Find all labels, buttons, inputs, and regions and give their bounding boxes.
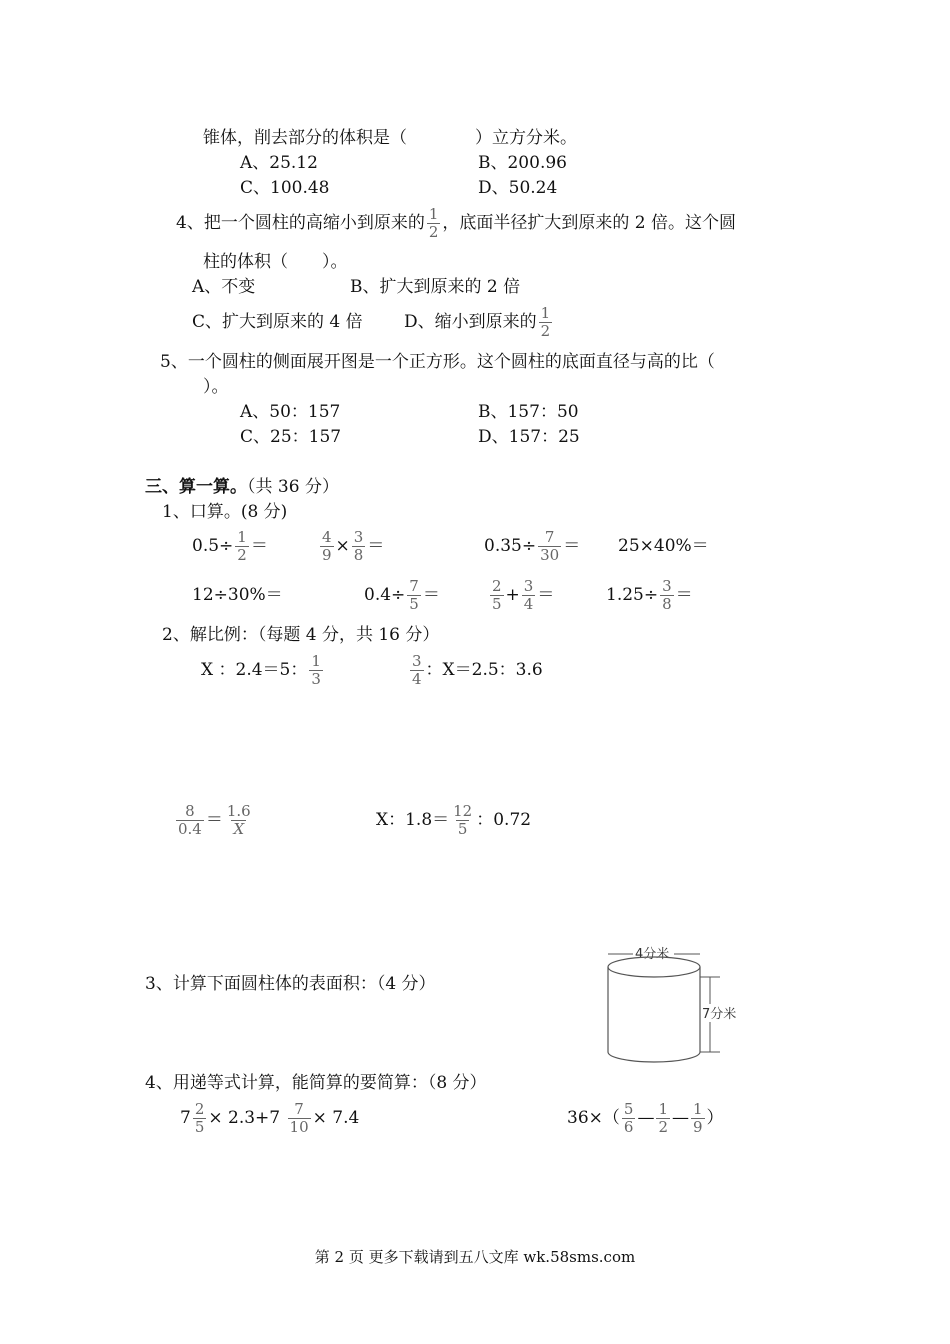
proportion-2-post: ：X＝2.5：3.6 [425,660,543,680]
oral-expr-1-pre: 0.5÷ [192,536,234,556]
oral-expr-8 [606,575,693,615]
oral-expr-7-den-2: 4 [523,595,534,613]
section3-heading [145,476,339,498]
simplify-expr-2-fraction-2 [656,1101,670,1136]
oral-expr-7-num-2: 3 [523,577,534,595]
q5-option-a: A、50：157 [240,402,341,422]
q4-frac-num: 1 [428,205,439,223]
oral-expr-1-num: 1 [237,528,247,546]
oral-expr-2-num-2: 3 [353,528,364,546]
q4-line1-pre: 4、把一个圆柱的高缩小到原来的 [176,213,425,233]
proportion-3-den-2: X [233,820,245,838]
proportion-1-num: 1 [311,652,321,670]
q3-option-b: B、200.96 [478,153,567,173]
proportion-4-fraction [451,803,474,838]
q4-option-d-den: 2 [540,322,551,340]
q3-continued-text: 锥体，削去部分的体积是（ ）立方分米。 [203,128,577,148]
oral-expr-7-eq: ＝ [537,585,555,605]
oral-expr-6-eq: ＝ [422,585,440,605]
oral-title: 1、口算。(8 分) [162,502,288,522]
simplify-expr-1-mid: × 2.3+7 [208,1108,281,1128]
oral-expr-2-fraction-2 [352,529,366,564]
simplify-expr-2-num-3: 1 [692,1100,703,1118]
proportion-1-fraction [309,653,323,688]
simplify-expr-2 [567,1098,724,1138]
q4-option-d-num: 1 [540,304,551,322]
oral-expr-8-num: 3 [662,577,672,595]
oral-expr-6-fraction [407,578,421,613]
oral-expr-3-num: 7 [544,528,555,546]
q4-line2: 柱的体积（ ）。 [203,252,348,272]
oral-expr-4: 25×40%＝ [618,536,709,556]
proportion-2-num: 3 [412,652,422,670]
oral-expr-1-eq: ＝ [250,536,268,556]
proportion-3-op: ＝ [205,810,223,830]
section3-score: （共 36 分） [247,477,339,497]
simplify-expr-1-num-1: 2 [194,1100,205,1118]
simplify-expr-2-fraction-1 [622,1101,636,1136]
oral-expr-3-den: 30 [540,546,560,564]
simplify-expr-2-pre: 36×（ [567,1108,620,1128]
oral-expr-5: 12÷30%＝ [192,585,283,605]
simplify-expr-2-den-1: 6 [623,1118,634,1136]
oral-expr-3 [484,526,580,566]
oral-expr-2-den-2: 8 [353,546,364,564]
oral-expr-7-op: + [505,585,520,605]
oral-expr-7-fraction-2 [522,578,536,613]
proportion-3-fraction-1 [176,803,204,838]
q3-option-c: C、100.48 [240,178,330,198]
oral-expr-6-pre: 0.4÷ [364,585,406,605]
q5-line2: ）。 [203,377,229,397]
q4-option-c: C、扩大到原来的 4 倍 [192,312,363,332]
q5-option-b: B、157：50 [478,402,579,422]
q5-line1: 5、一个圆柱的侧面展开图是一个正方形。这个圆柱的底面直径与高的比（ [160,352,715,372]
proportion-4-post: ：0.72 [476,810,532,830]
q4-option-a: A、不变 [192,277,256,297]
proportion-1 [201,650,325,690]
oral-expr-7 [488,575,554,615]
simplify-expr-2-den-3: 9 [692,1118,703,1136]
oral-expr-2-fraction-1 [320,529,334,564]
oral-expr-8-pre: 1.25÷ [606,585,659,605]
q4-option-d-fraction [539,305,553,340]
oral-expr-3-pre: 0.35÷ [484,536,537,556]
oral-expr-3-eq: ＝ [563,536,581,556]
q4-option-d-pre: D、缩小到原来的 [404,312,537,332]
cylinder-bottom-arc [608,1052,700,1062]
oral-expr-1 [192,526,268,566]
proportion-3-den-1: 0.4 [178,820,202,838]
simplify-expr-2-op-2: — [671,1108,689,1128]
oral-expr-3-fraction [538,529,561,564]
simplify-expr-1-post: × 7.4 [312,1108,360,1128]
cylinder-height-label: 7分米 [702,1007,737,1022]
proportion-4 [376,800,531,840]
simplify-expr-2-post: ） [706,1108,724,1128]
cylinder-diameter-label: 4分米 [635,947,670,962]
oral-expr-2-num-1: 4 [322,528,332,546]
oral-expr-2-den-1: 9 [322,546,332,564]
q4-line1 [176,202,736,244]
surface-title: 3、计算下面圆柱体的表面积：（4 分） [145,974,436,994]
simplify-expr-2-fraction-3 [691,1101,705,1136]
simplify-expr-1-fraction-1 [193,1101,207,1136]
proportion-2 [408,650,543,690]
proportion-2-fraction [410,653,424,688]
proportion-4-num: 12 [453,802,473,820]
simplify-expr-1-whole: 7 [180,1108,191,1128]
simplify-expr-2-num-2: 1 [658,1100,668,1118]
oral-expr-7-den-1: 5 [492,595,502,613]
oral-expr-2 [318,526,384,566]
simplify-expr-1-num-2: 7 [294,1100,304,1118]
q5-option-d: D、157：25 [478,427,580,447]
section3-title: 三、算一算。 [145,477,247,497]
simplify-expr-2-den-2: 2 [658,1118,668,1136]
oral-expr-8-fraction [660,578,674,613]
simplify-expr-2-op-1: — [637,1108,655,1128]
oral-expr-6-den: 5 [409,595,419,613]
simplify-expr-1-fraction-2 [288,1101,311,1136]
q4-fraction [427,206,441,241]
proportion-2-den: 4 [412,670,422,688]
oral-expr-6 [364,575,440,615]
simplify-expr-1-den-1: 5 [194,1118,205,1136]
oral-expr-2-op: × [335,536,350,556]
oral-expr-1-den: 2 [237,546,247,564]
proportion-1-den: 3 [311,670,321,688]
q4-option-b: B、扩大到原来的 2 倍 [350,277,521,297]
proportion-4-pre: X：1.8＝ [376,810,450,830]
oral-expr-1-fraction [235,529,249,564]
proportion-4-den: 5 [457,820,468,838]
q4-frac-den: 2 [428,223,439,241]
q5-option-c: C、25：157 [240,427,342,447]
oral-expr-7-num-1: 2 [492,577,502,595]
proportion-title: 2、解比例：（每题 4 分，共 16 分） [162,625,440,645]
proportion-3-num-2: 1.6 [226,802,251,820]
page-footer: 第 2 页 更多下载请到五八文库 wk.58sms.com [314,1248,636,1266]
simplify-expr-1-den-2: 10 [289,1118,309,1136]
proportion-3 [174,800,255,840]
proportion-3-fraction-2 [225,803,253,838]
q4-option-d [404,303,554,341]
oral-expr-8-eq: ＝ [675,585,693,605]
cylinder-diagram [598,940,758,1070]
proportion-1-pre: X ：2.4＝5： [201,660,308,680]
oral-expr-2-eq: ＝ [367,536,385,556]
q3-option-a: A、25.12 [240,153,318,173]
simplify-expr-2-num-1: 5 [623,1100,634,1118]
q3-option-d: D、50.24 [478,178,558,198]
proportion-3-num-1: 8 [185,802,195,820]
simplify-expr-1 [180,1098,359,1138]
oral-expr-8-den: 8 [662,595,672,613]
oral-expr-6-num: 7 [409,577,419,595]
simplify-title: 4、用递等式计算，能简算的要简算：（8 分） [145,1073,487,1093]
oral-expr-7-fraction-1 [490,578,504,613]
q4-line1-post: ，底面半径扩大到原来的 2 倍。这个圆 [442,213,736,233]
